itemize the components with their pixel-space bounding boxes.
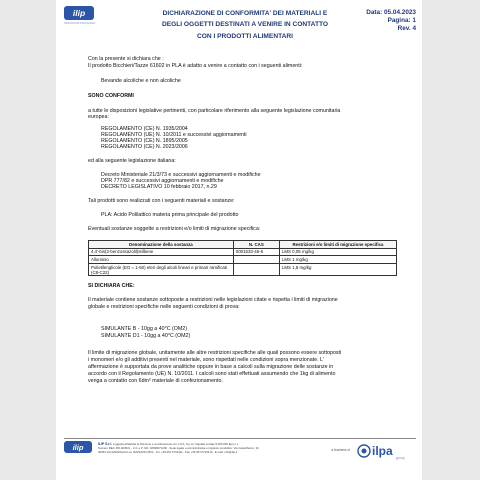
migration-text: accordo con il Regolamento (UE) N. 10/2011. I calcoli sono stati effettuati assumendo che 1kg di alimento	[88, 371, 336, 377]
table-cell: Alluminio	[89, 256, 234, 264]
italian-regulation: DECRETO LEGISLATIVO 10 febbraio 2017, n.29	[101, 184, 217, 190]
table-cell	[233, 256, 279, 264]
eu-regulation: REGOLAMENTO (CE) N. 2023/2006	[101, 144, 188, 150]
intro-line: Con la presente si dichiara che :	[88, 56, 164, 62]
table-row	[89, 256, 397, 264]
page-number: Pagina: 1	[387, 16, 416, 24]
table-cell: Polietilenglicole (EO = 1-50) eteri degli alcoli lineari e primari ramificati (C8-C22)	[89, 263, 234, 276]
table-cell: 0001533-45-5	[233, 248, 279, 256]
conformi-text: europea:	[88, 114, 109, 120]
footer-line: 40053 VALSAMOGGIA Loc. BAZZANO (BO) - Tel. +39 051 6715411 - Fax +39 051 6715413 - E-mail: info@ilip.it	[98, 450, 238, 454]
document-title	[120, 8, 370, 42]
table-row	[89, 263, 397, 276]
eu-regulation: REGOLAMENTO (CE) N. 1935/2004	[101, 126, 188, 132]
dichiara-text: globale e restrizioni specifiche nelle seguenti condizioni di prova:	[88, 304, 240, 310]
table-cell: LMS 1 mg/kg	[279, 256, 396, 264]
footer-company-info	[98, 442, 259, 454]
intro-product-line: Il prodotto Bicchieri/Tazze 61602 in PLA è adatto a venire a contatto con i seguenti alimenti:	[88, 63, 303, 69]
restrictions-intro: Eventuali sostanze soggette a restrizioni e/o limiti di migrazione specifica:	[88, 226, 261, 232]
italian-regulation: DPR 777/82 e successivi aggiornamenti e modifiche	[101, 178, 224, 184]
column-header: Denominazione della sostanza	[89, 241, 234, 249]
material-item: PLA: Acido Polilattico materia prima principale del prodotto	[101, 212, 239, 218]
column-header: Restrizioni e/o limiti di migrazione specifica	[279, 241, 396, 249]
document-meta	[366, 9, 416, 32]
section-heading-conformi: SONO CONFORMI	[88, 93, 134, 99]
simulant-item: SIMULANTE D1 - 10gg a 40°C (OM2)	[101, 333, 191, 339]
ilpa-logo-sub: group	[396, 456, 405, 460]
table-cell: LMS 1,8 mg/kg	[279, 263, 396, 276]
italian-regulation: Decreto Ministeriale 21/3/73 e successivi aggiornamenti e modifiche	[101, 172, 261, 178]
eu-regulation: REGOLAMENTO (UE) N. 10/2011 e successivi aggiornamenti	[101, 132, 247, 138]
footer-line: Numero REA: BO-924521 - C.F. e P. IVA: 02696071200 - Sede legale e amministrativa e impianto produttivo: Via Castelfranco, 32	[98, 446, 259, 450]
title-line: CON I PRODOTTI ALIMENTARI	[197, 32, 293, 40]
footer-line: soggetta all'attività di direzione e coordinamento di I.L.P.A. S.p.A | Capitale sociale 5.000.000 Euro i.v.	[113, 442, 239, 446]
conformi-text: a tutte le disposizioni legislative pertinenti, con particolare riferimento alla seguente legislazione comunitaria	[88, 108, 341, 114]
italian-intro: ed alla seguente legislazione italiana:	[88, 158, 176, 164]
migration-text: venga a contatto con 6dm² materiale di confezionamento.	[88, 378, 223, 384]
title-line: DEGLI OGGETTI DESTINATI A VENIRE IN CONTATTO	[161, 21, 329, 29]
migration-text: i monomeri e/o gli additivi presenti nel materiale, sono rispettati nelle condizioni sopra menzionate. L'	[88, 357, 324, 363]
document-date: Data: 05.04.2023	[366, 9, 416, 16]
food-types: Bevande alcoliche e non alcoliche	[101, 78, 181, 84]
migration-text: Il limite di migrazione globale, unitamente alle altre restrizioni specifiche alle quali possono essere sottoposti	[88, 350, 342, 356]
table-header-row	[89, 241, 397, 249]
svg-text:ilip: ilip	[72, 8, 86, 19]
section-heading-dichiara: SI DICHIARA CHE:	[88, 283, 135, 289]
ilpa-group-logo	[352, 442, 412, 460]
materials-intro: Tali prodotti sono realizzati con i seguenti materiali e sostanze:	[88, 198, 235, 204]
logo-tagline: INNOVATIVE PACKAGING	[64, 22, 96, 25]
ilip-logo	[64, 6, 94, 20]
column-header: N. CAS	[233, 241, 279, 249]
dichiara-text: Il materiale contiene sostanze sottoposte a restrizioni nelle legislazioni citate e rispetta i limiti di migrazione	[88, 297, 338, 303]
table-cell	[233, 263, 279, 276]
table-cell: 4,4'-bis(2-benzossazolil)stilbene	[89, 248, 234, 256]
revision: Rev. 4	[397, 24, 416, 32]
svg-text:ilip: ilip	[72, 442, 84, 452]
footer-business-of: a business of	[331, 448, 350, 452]
table-cell: LMS 0,05 mg/kg	[279, 248, 396, 256]
title-line: DICHIARAZIONE DI CONFORMITA' DEI MATERIALI E	[162, 10, 328, 17]
simulant-item: SIMULANTE B - 10gg a 40°C (OM2)	[101, 326, 188, 332]
migration-text: affermazione è supportata da prove analitiche oppure in base a calcoli sulla migrazione delle sostanze in	[88, 364, 334, 370]
table-row	[89, 248, 397, 256]
ilpa-logo-text: ilpa	[372, 444, 393, 458]
ilip-footer-logo	[64, 441, 92, 453]
document-page	[56, 0, 422, 480]
footer-company-name: ILIP S.r.l.	[98, 442, 113, 446]
footer-divider	[64, 438, 416, 439]
substances-table	[88, 240, 397, 276]
eu-regulation: REGOLAMENTO (CE) N. 1895/2005	[101, 138, 188, 144]
